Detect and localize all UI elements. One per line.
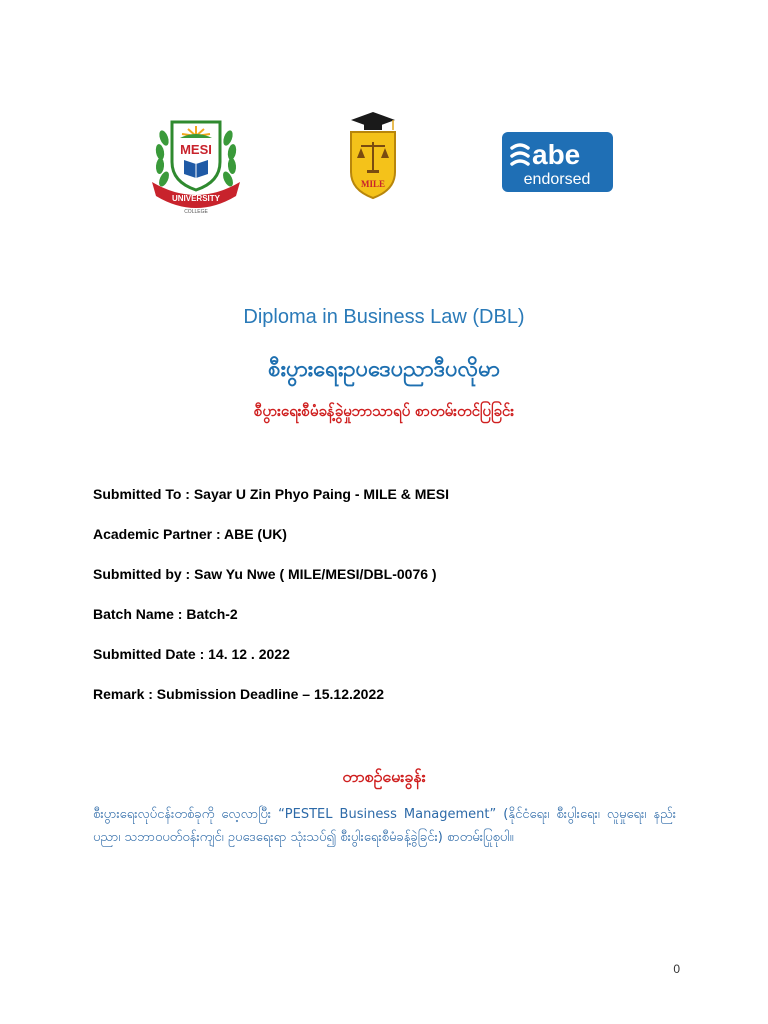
- mesi-sub-text: COLLEGE: [184, 209, 208, 215]
- page-title-myanmar: စီးပွားရေးဥပဒေပညာဒီပလိုမာ: [268, 357, 500, 382]
- question-body: စီးပွားရေးလုပ်ငန်းတစ်ခုကို လေ့လာပြီး “PESTEL Business Management” (နိုင်ငံရေး၊ စီးပွါးရေး၊ လူမှုရေး၊ နည်းပညာ၊ သဘာဝပတ်ဝန်းကျင်၊ ဥပဒေရေးရာ သုံးသပ်၍ စီးပွါးရေးစီမံခန့်ခွဲခြင်း) စာတမ်းပြုစုပါ။: [93, 807, 676, 845]
- mesi-ring-text: UNIVERSITY: [171, 194, 221, 203]
- abe-text: abe: [532, 139, 581, 170]
- academic-partner: Academic Partner : ABE (UK): [93, 526, 287, 542]
- submitted-by: Submitted by : Saw Yu Nwe ( MILE/MESI/DBL-0076 ): [93, 566, 437, 582]
- mesi-text: MESI: [180, 142, 212, 157]
- page-subtitle-myanmar: စီပွားရေးစီမံခန့်ခွဲမှုဘာသာရပ် စာတမ်းတင်ပြခြင်း: [253, 402, 515, 420]
- submitted-date: Submitted Date : 14. 12 . 2022: [93, 646, 290, 662]
- abe-endorsed-logo: [502, 132, 613, 192]
- submission-info: [93, 485, 713, 725]
- mile-text: MILE: [360, 179, 386, 189]
- mesi-university-logo: [150, 116, 242, 216]
- page-title: Diploma in Business Law (DBL): [243, 306, 525, 328]
- submitted-to: Submitted To : Sayar U Zin Phyo Paing - MILE & MESI: [93, 486, 449, 502]
- page-number: 0: [673, 962, 680, 976]
- endorsed-text: endorsed: [523, 171, 591, 188]
- mile-logo: [333, 108, 413, 204]
- remark: Remark : Submission Deadline – 15.12.2022: [93, 686, 385, 702]
- logo-bar: [0, 108, 768, 218]
- question-heading: တာစဉ်မေးခွန်း: [342, 767, 426, 786]
- batch-name: Batch Name : Batch-2: [93, 606, 238, 622]
